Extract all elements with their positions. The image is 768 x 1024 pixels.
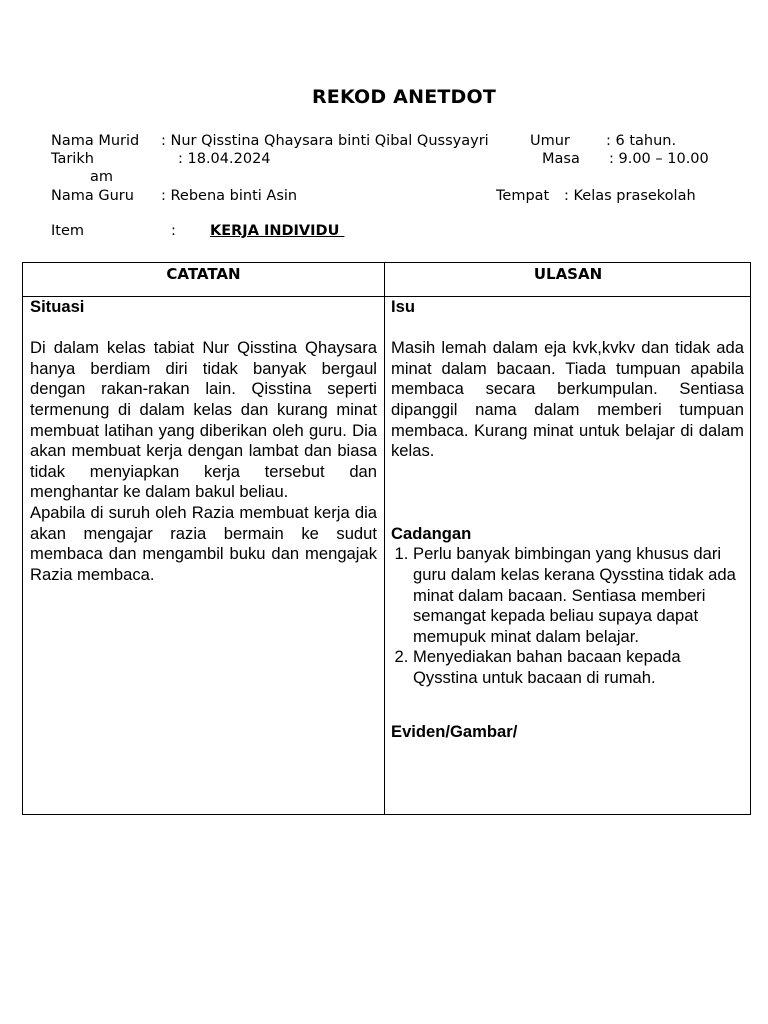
masa-label: Masa xyxy=(542,151,580,167)
nama-murid-value: : Nur Qisstina Qhaysara binti Qibal Qussyayri xyxy=(161,133,489,149)
umur-label: Umur xyxy=(530,133,570,149)
column-divider xyxy=(384,263,385,814)
page-title: REKOD ANETDOT xyxy=(311,86,497,108)
tarikh-value: : 18.04.2024 xyxy=(178,151,271,167)
catatan-cell xyxy=(30,297,377,585)
isu-heading: Isu xyxy=(391,297,415,316)
situasi-paragraph-1: Di dalam kelas tabiat Nur Qisstina Qhaysara hanya berdiam diri tidak banyak bergaul dengan rakan-rakan lain. Qisstina seperti termenung di dalam kelas dan kurang minat membuat latihan yang diberikan oleh guru. Dia akan membuat kerja dengan lambat dan biasa tidak menyiapkan kerja tersebut dan menghantar ke dalam bakul beliau. xyxy=(30,338,377,502)
masa-suffix: am xyxy=(90,169,114,185)
eviden-heading: Eviden/Gambar/ xyxy=(391,721,518,741)
tarikh-label: Tarikh xyxy=(51,151,94,167)
masa-value: : 9.00 – 10.00 xyxy=(609,151,709,167)
cadangan-heading: Cadangan xyxy=(391,523,472,543)
header-catatan: CATATAN xyxy=(166,265,241,283)
cadangan-item-2: 2. Menyediakan bahan bacaan kepada Qysstina untuk bacaan di rumah. xyxy=(413,647,744,688)
isu-paragraph: Masih lemah dalam eja kvk,kvkv dan tidak ada minat dalam bacaan. Tiada tumpuan apabila membaca secara berkumpulan. Sentiasa dipanggil nama dalam memberi tumpuan membaca. Kurang minat untuk belajar di dalam kelas. xyxy=(391,338,744,461)
nama-guru-label: Nama Guru xyxy=(51,188,134,204)
tempat-label: Tempat xyxy=(496,188,550,204)
umur-value: : 6 tahun. xyxy=(606,133,677,149)
situasi-paragraph-2: Apabila di suruh oleh Razia membuat kerja dia akan mengajar razia bermain ke sudut membaca dan mengambil buku dan mengajak Razia membaca. xyxy=(30,502,377,584)
header-ulasan: ULASAN xyxy=(533,265,603,283)
situasi-heading: Situasi xyxy=(30,297,85,316)
nama-murid-label: Nama Murid xyxy=(51,133,140,149)
item-value: KERJA INDIVIDU xyxy=(210,223,345,239)
cadangan-item-1: 1. Perlu banyak bimbingan yang khusus dari guru dalam kelas kerana Qysstina tidak ada minat dalam bacaan. Sentiasa memberi semangat kepada beliau supaya dapat memupuk minat dalam belajar. xyxy=(413,544,744,647)
cadangan-list xyxy=(391,544,744,688)
nama-guru-value: : Rebena binti Asin xyxy=(161,188,298,204)
item-label: Item xyxy=(51,223,85,239)
ulasan-cell xyxy=(391,297,744,742)
anecdote-table xyxy=(22,262,751,815)
item-colon: : xyxy=(171,223,176,239)
tempat-value: : Kelas prasekolah xyxy=(564,188,696,204)
